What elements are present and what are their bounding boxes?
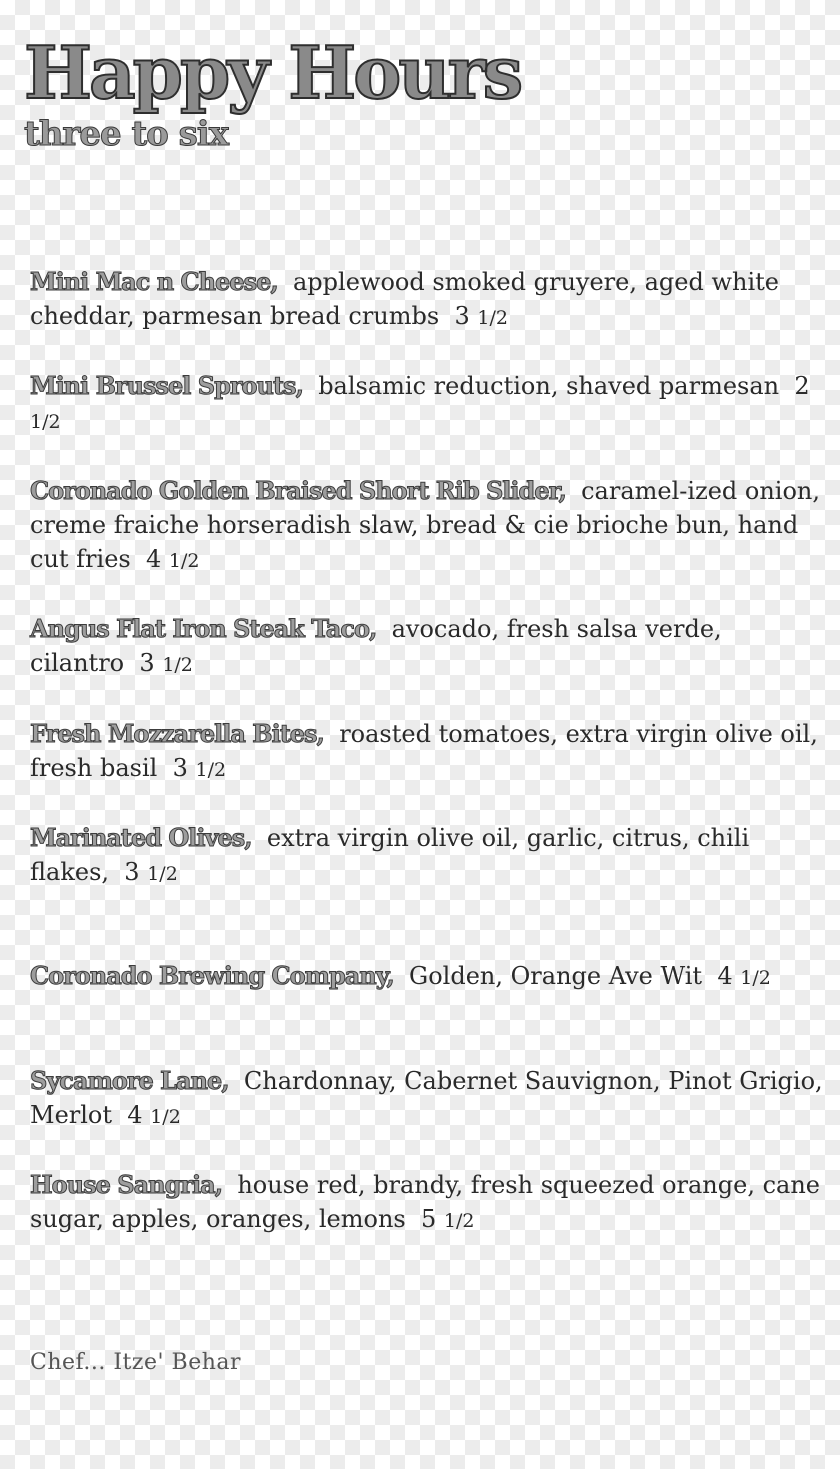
drink-item-price: 4: [127, 1101, 143, 1129]
menu-item-name: Fresh Mozzarella Bites,: [30, 719, 324, 748]
menu-item-price: 3: [139, 649, 155, 677]
menu-item-price-fraction: 1/2: [168, 550, 200, 572]
drink-item-description: Golden, Orange Ave Wit: [409, 962, 703, 990]
drink-item-name: House Sangria,: [30, 1170, 223, 1199]
page-subtitle: three to six: [24, 114, 228, 154]
drink-item-price-fraction: 1/2: [740, 967, 771, 989]
menu-item-description: applewood smoked gruyere, aged white cheddar, parmesan bread crumbs: [30, 268, 779, 330]
menu-item: [30, 474, 830, 578]
drink-item-name: Coronado Brewing Company,: [30, 961, 394, 990]
menu-item-description: roasted tomatoes, extra virgin olive oil, fresh basil: [30, 720, 818, 782]
menu-item-description: caramel-ized onion, creme fraiche horseradish slaw, bread & cie brioche bun, hand cut fries: [30, 477, 821, 573]
drink-item-name: Sycamore Lane,: [30, 1066, 229, 1095]
drink-item-price: 5: [420, 1205, 437, 1233]
menu-item: [30, 612, 830, 682]
menu-item: [30, 821, 830, 891]
menu-item-price: 3: [172, 754, 188, 782]
drink-item-description: Chardonnay, Cabernet Sauvignon, Pinot Grigio, Merlot: [30, 1067, 823, 1129]
menu-item: [30, 717, 830, 787]
menu-item-name: Marinated Olives,: [30, 823, 252, 852]
drink-item-price-fraction: 1/2: [443, 1210, 475, 1232]
menu-item-price-fraction: 1/2: [30, 411, 61, 433]
menu-item-name: Mini Brussel Sprouts,: [30, 371, 303, 400]
menu-item-price-fraction: 1/2: [147, 863, 178, 885]
drink-item-description: house red, brandy, fresh squeezed orange, cane sugar, apples, oranges, lemons: [30, 1171, 820, 1233]
menu-item-price: 3: [124, 858, 140, 886]
drink-item: [30, 1064, 830, 1134]
menu-item-description: avocado, fresh salsa verde, cilantro: [30, 615, 722, 677]
page-title: Happy Hours: [24, 30, 521, 115]
menu-item-price-fraction: 1/2: [162, 654, 193, 676]
menu-item-price-fraction: 1/2: [477, 307, 508, 329]
menu-item-name: Angus Flat Iron Steak Taco,: [30, 614, 377, 643]
menu-item-price: 3: [454, 302, 470, 330]
menu-item-price: 2: [794, 372, 810, 400]
menu-item-description: balsamic reduction, shaved parmesan: [318, 372, 780, 400]
menu-item-price: 4: [146, 545, 162, 573]
drink-item-price-fraction: 1/2: [150, 1106, 181, 1128]
menu-item-name: Coronado Golden Braised Short Rib Slider,: [30, 476, 566, 505]
menu-item: [30, 265, 830, 335]
drink-item-price: 4: [717, 962, 733, 990]
drink-item: [30, 959, 830, 995]
drink-item: [30, 1168, 830, 1238]
menu-item-price-fraction: 1/2: [195, 759, 227, 781]
chef-signature: Chef... Itze' Behar: [30, 1350, 242, 1375]
menu-item-name: Mini Mac n Cheese,: [30, 267, 278, 296]
menu-item: [30, 369, 830, 439]
menu-item-description: extra virgin olive oil, garlic, citrus, chili flakes,: [30, 824, 750, 886]
